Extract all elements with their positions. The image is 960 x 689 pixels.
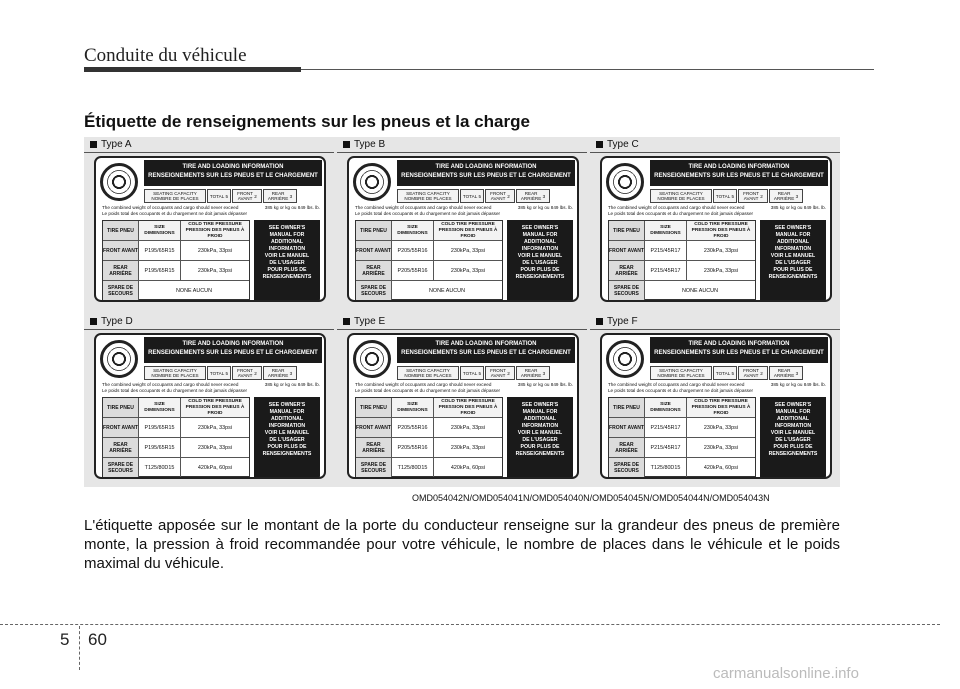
- weight-note: The combined weight of occupants and cargo should never exceed Le poids total des occupants et du chargement ne doit jamais dépasser 385 kg or kg ou 849 lbs. lb.: [355, 382, 573, 393]
- chapter-number: 5: [60, 630, 70, 649]
- col-size: SIZE DIMENSIONS: [392, 398, 434, 417]
- rear-pressure: 230kPa, 33psi: [703, 267, 739, 274]
- table-row-front: [356, 241, 502, 261]
- seating-row: [397, 189, 573, 203]
- rear-cell: REAR ARRIÈRE 3: [516, 366, 550, 380]
- rear-cell: REAR ARRIÈRE 3: [516, 189, 550, 203]
- front-size: P205/55R16: [392, 418, 434, 437]
- table-header-row: [356, 398, 502, 418]
- header-rule: [301, 69, 874, 70]
- rear-cell: REAR ARRIÈRE 3: [769, 366, 803, 380]
- row-front: FRONT AVANT: [103, 241, 139, 260]
- type-caption: [343, 139, 385, 150]
- type-label: Type A: [101, 139, 132, 150]
- see-manual-line: POUR PLUS DE: [267, 267, 307, 273]
- see-manual-line: RENSEIGNEMENTS: [262, 451, 312, 457]
- see-manual-line: INFORMATION: [774, 246, 812, 252]
- title-en: TIRE AND LOADING INFORMATION: [182, 164, 284, 170]
- spare-none: NONE AUCUN: [682, 288, 718, 294]
- see-manual-line: POUR PLUS DE: [773, 444, 813, 450]
- front-pressure: 230kPa, 33psi: [450, 247, 486, 254]
- seating-row: [397, 366, 573, 380]
- tire-info-label: [600, 333, 832, 479]
- see-manual-line: MANUAL FOR: [269, 409, 305, 415]
- col-tire: TIRE PNEU: [103, 398, 139, 417]
- see-manual-line: INFORMATION: [774, 423, 812, 429]
- seating-row: [650, 189, 826, 203]
- type-caption: [596, 316, 638, 327]
- spare-pressure: 420kPa, 60psi: [450, 465, 486, 471]
- col-tire: TIRE PNEU: [356, 221, 392, 240]
- see-manual-line: MANUAL FOR: [269, 232, 305, 238]
- type-label: Type E: [354, 316, 386, 327]
- front-pressure: 230kPa, 33psi: [197, 424, 233, 431]
- table-row-rear: [356, 438, 502, 458]
- see-manual-line: SEE OWNER'S: [268, 225, 306, 231]
- see-manual-line: RENSEIGNEMENTS: [515, 274, 565, 280]
- see-manual-line: MANUAL FOR: [522, 409, 558, 415]
- see-manual-line: DE L'USAGER: [775, 260, 811, 266]
- label-title: [650, 160, 828, 186]
- table-header-row: [356, 221, 502, 241]
- square-bullet-icon: [90, 318, 97, 325]
- front-size: P215/45R17: [645, 241, 687, 260]
- see-manual-line: SEE OWNER'S: [521, 225, 559, 231]
- row-spare: SPARE DE SECOURS: [356, 281, 392, 301]
- spare-size: T125/80D15: [139, 458, 181, 478]
- col-tire: TIRE PNEU: [356, 398, 392, 417]
- see-manual-line: MANUAL FOR: [775, 232, 811, 238]
- row-rear: REAR ARRIÈRE: [609, 438, 645, 457]
- seating-label: SEATING CAPACITY NOMBRE DE PLACES: [650, 189, 712, 203]
- type-caption: [90, 139, 132, 150]
- row-rear: REAR ARRIÈRE: [103, 438, 139, 457]
- rear-cell: REAR ARRIÈRE 3: [263, 189, 297, 203]
- title-en: TIRE AND LOADING INFORMATION: [182, 341, 284, 347]
- col-size: SIZE DIMENSIONS: [645, 221, 687, 240]
- see-manual-line: SEE OWNER'S: [774, 402, 812, 408]
- total-cell: TOTAL 5: [713, 189, 737, 203]
- tire-table: [608, 220, 756, 300]
- total-cell: TOTAL 5: [460, 366, 484, 380]
- seating-label: SEATING CAPACITY NOMBRE DE PLACES: [397, 189, 459, 203]
- spare-size: T125/80D15: [645, 458, 687, 478]
- label-panel: [337, 137, 587, 307]
- tire-info-label: [347, 156, 579, 302]
- table-header-row: [103, 398, 249, 418]
- see-manual-line: RENSEIGNEMENTS: [768, 451, 818, 457]
- table-row-spare: [356, 458, 502, 478]
- see-manual-line: VOIR LE MANUEL: [264, 253, 310, 259]
- see-manual-line: POUR PLUS DE: [267, 444, 307, 450]
- see-manual-box: [254, 397, 320, 477]
- row-rear: REAR ARRIÈRE: [356, 438, 392, 457]
- front-cell: FRONT AVANT 2: [485, 366, 515, 380]
- wheel-icon: [606, 163, 644, 201]
- title-fr: RENSEIGNEMENTS SUR LES PNEUS ET LE CHARGEMENT: [401, 350, 571, 356]
- see-manual-line: DE L'USAGER: [269, 437, 305, 443]
- tire-info-label: [94, 333, 326, 479]
- col-tire: TIRE PNEU: [609, 398, 645, 417]
- see-manual-line: INFORMATION: [521, 423, 559, 429]
- rear-size: P215/45R17: [645, 438, 687, 457]
- col-pressure: COLD TIRE PRESSURE PRESSION DES PNEUS À FROID: [687, 398, 755, 417]
- page-number: 60: [88, 630, 107, 649]
- see-manual-line: SEE OWNER'S: [774, 225, 812, 231]
- label-panel: [84, 314, 334, 484]
- table-header-row: [609, 221, 755, 241]
- title-fr: RENSEIGNEMENTS SUR LES PNEUS ET LE CHARGEMENT: [654, 173, 824, 179]
- footer-rule: [0, 624, 940, 625]
- caption-rule: [590, 152, 840, 153]
- table-row-rear: [356, 261, 502, 281]
- seating-label: SEATING CAPACITY NOMBRE DE PLACES: [144, 366, 206, 380]
- see-manual-line: VOIR LE MANUEL: [264, 430, 310, 436]
- label-title: [144, 160, 322, 186]
- title-fr: RENSEIGNEMENTS SUR LES PNEUS ET LE CHARGEMENT: [148, 350, 318, 356]
- spare-size: T125/80D15: [392, 458, 434, 478]
- title-fr: RENSEIGNEMENTS SUR LES PNEUS ET LE CHARGEMENT: [654, 350, 824, 356]
- front-cell: FRONT AVANT 2: [232, 189, 262, 203]
- see-manual-line: POUR PLUS DE: [773, 267, 813, 273]
- caption-rule: [84, 329, 334, 330]
- see-manual-line: DE L'USAGER: [522, 260, 558, 266]
- see-manual-line: SEE OWNER'S: [268, 402, 306, 408]
- row-front: FRONT AVANT: [356, 241, 392, 260]
- square-bullet-icon: [343, 318, 350, 325]
- total-cell: TOTAL 5: [713, 366, 737, 380]
- table-header-row: [103, 221, 249, 241]
- title-fr: RENSEIGNEMENTS SUR LES PNEUS ET LE CHARGEMENT: [401, 173, 571, 179]
- table-row-spare: [103, 458, 249, 478]
- see-manual-box: [760, 397, 826, 477]
- see-manual-line: DE L'USAGER: [269, 260, 305, 266]
- weight-note: The combined weight of occupants and cargo should never exceed Le poids total des occupants et du chargement ne doit jamais dépasser 385 kg or kg ou 849 lbs. lb.: [608, 382, 826, 393]
- see-manual-line: DE L'USAGER: [775, 437, 811, 443]
- label-panel: [84, 137, 334, 307]
- tire-table: [355, 397, 503, 477]
- row-spare: SPARE DE SECOURS: [103, 281, 139, 301]
- rear-size: P205/55R16: [392, 438, 434, 457]
- rear-cell: REAR ARRIÈRE 3: [769, 189, 803, 203]
- row-front: FRONT AVANT: [356, 418, 392, 437]
- label-title: [144, 337, 322, 363]
- table-row-front: [103, 418, 249, 438]
- square-bullet-icon: [343, 141, 350, 148]
- weight-note: The combined weight of occupants and cargo should never exceed Le poids total des occupants et du chargement ne doit jamais dépasser 385 kg or kg ou 849 lbs. lb.: [102, 382, 320, 393]
- rear-cell: REAR ARRIÈRE 3: [263, 366, 297, 380]
- weight-note: The combined weight of occupants and cargo should never exceed Le poids total des occupants et du chargement ne doit jamais dépasser 385 kg or kg ou 849 lbs. lb.: [355, 205, 573, 216]
- front-pressure: 230kPa, 33psi: [450, 424, 486, 431]
- seating-label: SEATING CAPACITY NOMBRE DE PLACES: [144, 189, 206, 203]
- col-pressure: COLD TIRE PRESSURE PRESSION DES PNEUS À FROID: [181, 221, 249, 240]
- title-en: TIRE AND LOADING INFORMATION: [688, 164, 790, 170]
- label-panel: [590, 314, 840, 484]
- table-row-rear: [103, 261, 249, 281]
- table-row-spare: [103, 281, 249, 301]
- caption-rule: [337, 329, 587, 330]
- see-manual-line: VOIR LE MANUEL: [517, 430, 563, 436]
- front-cell: FRONT AVANT 2: [232, 366, 262, 380]
- title-en: TIRE AND LOADING INFORMATION: [688, 341, 790, 347]
- square-bullet-icon: [90, 141, 97, 148]
- table-row-front: [609, 241, 755, 261]
- see-manual-line: SEE OWNER'S: [521, 402, 559, 408]
- label-title: [397, 337, 575, 363]
- table-row-spare: [609, 458, 755, 478]
- see-manual-line: POUR PLUS DE: [520, 444, 560, 450]
- watermark: carmanualsonline.info: [713, 665, 859, 682]
- see-manual-box: [760, 220, 826, 300]
- see-manual-line: INFORMATION: [521, 246, 559, 252]
- row-front: FRONT AVANT: [609, 241, 645, 260]
- see-manual-line: ADDITIONAL: [777, 239, 809, 245]
- col-pressure: COLD TIRE PRESSURE PRESSION DES PNEUS À FROID: [434, 221, 502, 240]
- table-row-front: [356, 418, 502, 438]
- front-size: P215/45R17: [645, 418, 687, 437]
- col-tire: TIRE PNEU: [103, 221, 139, 240]
- see-manual-line: RENSEIGNEMENTS: [262, 274, 312, 280]
- type-caption: [343, 316, 385, 327]
- type-caption: [90, 316, 133, 327]
- front-size: P195/65R15: [139, 241, 181, 260]
- row-spare: SPARE DE SECOURS: [356, 458, 392, 478]
- tire-table: [102, 220, 250, 300]
- tire-label-figure: [84, 137, 840, 487]
- title-fr: RENSEIGNEMENTS SUR LES PNEUS ET LE CHARGEMENT: [148, 173, 318, 179]
- rear-pressure: 230kPa, 33psi: [450, 267, 486, 274]
- spare-none: NONE AUCUN: [429, 288, 465, 294]
- label-panel: [590, 137, 840, 307]
- footer-divider: [79, 626, 80, 670]
- spare-pressure: 420kPa, 60psi: [197, 465, 233, 471]
- see-manual-line: ADDITIONAL: [524, 416, 556, 422]
- table-header-row: [609, 398, 755, 418]
- rear-size: P195/65R15: [139, 261, 181, 280]
- see-manual-line: ADDITIONAL: [271, 239, 303, 245]
- see-manual-line: DE L'USAGER: [522, 437, 558, 443]
- chapter-title: Conduite du véhicule: [84, 45, 247, 66]
- see-manual-line: INFORMATION: [268, 423, 306, 429]
- label-title: [650, 337, 828, 363]
- front-pressure: 230kPa, 33psi: [703, 247, 739, 254]
- table-row-rear: [609, 261, 755, 281]
- tire-table: [102, 397, 250, 477]
- spare-pressure: 420kPa, 60psi: [703, 465, 739, 471]
- see-manual-line: ADDITIONAL: [524, 239, 556, 245]
- row-spare: SPARE DE SECOURS: [609, 458, 645, 478]
- type-label: Type D: [101, 316, 133, 327]
- seating-row: [650, 366, 826, 380]
- caption-rule: [590, 329, 840, 330]
- table-row-front: [103, 241, 249, 261]
- spare-none: NONE AUCUN: [176, 288, 212, 294]
- wheel-icon: [100, 340, 138, 378]
- weight-note: The combined weight of occupants and cargo should never exceed Le poids total des occupants et du chargement ne doit jamais dépasser 385 kg or kg ou 849 lbs. lb.: [608, 205, 826, 216]
- see-manual-line: POUR PLUS DE: [520, 267, 560, 273]
- front-cell: FRONT AVANT 2: [738, 366, 768, 380]
- see-manual-box: [507, 220, 573, 300]
- col-tire: TIRE PNEU: [609, 221, 645, 240]
- col-size: SIZE DIMENSIONS: [139, 221, 181, 240]
- tire-info-label: [347, 333, 579, 479]
- wheel-icon: [100, 163, 138, 201]
- front-pressure: 230kPa, 33psi: [197, 247, 233, 254]
- row-spare: SPARE DE SECOURS: [103, 458, 139, 478]
- table-row-front: [609, 418, 755, 438]
- rear-size: P215/45R17: [645, 261, 687, 280]
- table-row-rear: [609, 438, 755, 458]
- row-spare: SPARE DE SECOURS: [609, 281, 645, 301]
- seating-row: [144, 189, 320, 203]
- row-rear: REAR ARRIÈRE: [103, 261, 139, 280]
- seating-label: SEATING CAPACITY NOMBRE DE PLACES: [650, 366, 712, 380]
- tire-info-label: [94, 156, 326, 302]
- weight-note: The combined weight of occupants and cargo should never exceed Le poids total des occupants et du chargement ne doit jamais dépasser 385 kg or kg ou 849 lbs. lb.: [102, 205, 320, 216]
- seating-label: SEATING CAPACITY NOMBRE DE PLACES: [397, 366, 459, 380]
- seating-row: [144, 366, 320, 380]
- see-manual-line: INFORMATION: [268, 246, 306, 252]
- caption-rule: [84, 152, 334, 153]
- caption-rule: [337, 152, 587, 153]
- row-rear: REAR ARRIÈRE: [609, 261, 645, 280]
- row-rear: REAR ARRIÈRE: [356, 261, 392, 280]
- total-cell: TOTAL 5: [460, 189, 484, 203]
- label-panel: [337, 314, 587, 484]
- see-manual-line: VOIR LE MANUEL: [517, 253, 563, 259]
- see-manual-line: MANUAL FOR: [522, 232, 558, 238]
- see-manual-box: [254, 220, 320, 300]
- see-manual-line: ADDITIONAL: [777, 416, 809, 422]
- square-bullet-icon: [596, 318, 603, 325]
- rear-pressure: 230kPa, 33psi: [197, 267, 233, 274]
- see-manual-line: RENSEIGNEMENTS: [515, 451, 565, 457]
- front-size: P195/65R15: [139, 418, 181, 437]
- see-manual-line: RENSEIGNEMENTS: [768, 274, 818, 280]
- tire-info-label: [600, 156, 832, 302]
- tire-table: [355, 220, 503, 300]
- front-cell: FRONT AVANT 2: [738, 189, 768, 203]
- row-front: FRONT AVANT: [103, 418, 139, 437]
- title-en: TIRE AND LOADING INFORMATION: [435, 164, 537, 170]
- see-manual-line: VOIR LE MANUEL: [770, 253, 816, 259]
- rear-size: P195/65R15: [139, 438, 181, 457]
- wheel-icon: [353, 340, 391, 378]
- col-pressure: COLD TIRE PRESSURE PRESSION DES PNEUS À FROID: [687, 221, 755, 240]
- total-cell: TOTAL 5: [207, 189, 231, 203]
- section-title: Étiquette de renseignements sur les pneus et la charge: [84, 112, 530, 131]
- title-en: TIRE AND LOADING INFORMATION: [435, 341, 537, 347]
- type-label: Type C: [607, 139, 639, 150]
- rear-pressure: 230kPa, 33psi: [197, 444, 233, 451]
- table-row-spare: [609, 281, 755, 301]
- label-title: [397, 160, 575, 186]
- type-label: Type F: [607, 316, 638, 327]
- col-pressure: COLD TIRE PRESSURE PRESSION DES PNEUS À FROID: [434, 398, 502, 417]
- row-front: FRONT AVANT: [609, 418, 645, 437]
- type-caption: [596, 139, 639, 150]
- col-size: SIZE DIMENSIONS: [139, 398, 181, 417]
- rear-size: P205/55R16: [392, 261, 434, 280]
- front-size: P205/55R16: [392, 241, 434, 260]
- wheel-icon: [606, 340, 644, 378]
- body-paragraph: L'étiquette apposée sur le montant de la porte du conducteur renseigne sur la grandeur des pneus de première monte, la pression à froid recommandée pour votre véhicule, le nombre de places dans le véhicule et le poids maximal du véhicule.: [84, 517, 840, 572]
- rear-pressure: 230kPa, 33psi: [703, 444, 739, 451]
- figure-code: OMD054042N/OMD054041N/OMD054040N/OMD054045N/OMD054044N/OMD054043N: [412, 493, 770, 503]
- rear-pressure: 230kPa, 33psi: [450, 444, 486, 451]
- see-manual-box: [507, 397, 573, 477]
- col-size: SIZE DIMENSIONS: [392, 221, 434, 240]
- wheel-icon: [353, 163, 391, 201]
- col-size: SIZE DIMENSIONS: [645, 398, 687, 417]
- see-manual-line: MANUAL FOR: [775, 409, 811, 415]
- see-manual-line: ADDITIONAL: [271, 416, 303, 422]
- header-bar: [84, 67, 301, 72]
- front-pressure: 230kPa, 33psi: [703, 424, 739, 431]
- total-cell: TOTAL 5: [207, 366, 231, 380]
- square-bullet-icon: [596, 141, 603, 148]
- type-label: Type B: [354, 139, 386, 150]
- col-pressure: COLD TIRE PRESSURE PRESSION DES PNEUS À FROID: [181, 398, 249, 417]
- tire-table: [608, 397, 756, 477]
- table-row-spare: [356, 281, 502, 301]
- front-cell: FRONT AVANT 2: [485, 189, 515, 203]
- table-row-rear: [103, 438, 249, 458]
- see-manual-line: VOIR LE MANUEL: [770, 430, 816, 436]
